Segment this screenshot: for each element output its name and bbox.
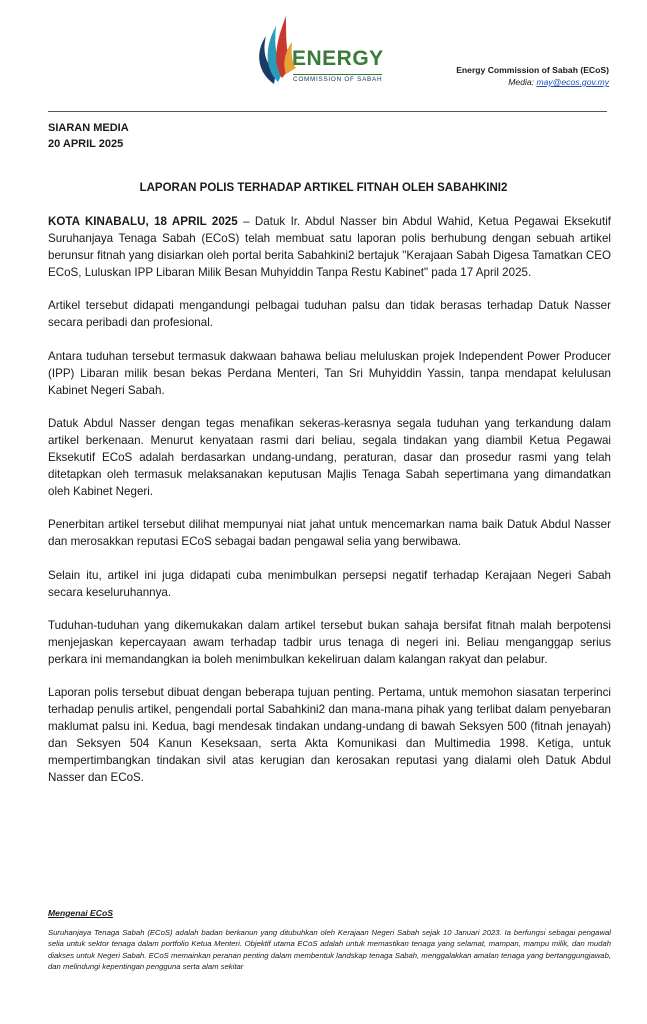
header-divider	[48, 111, 607, 112]
paragraph-3: Antara tuduhan tersebut termasuk dakwaan bahawa beliau meluluskan projek Independent Power Producer (IPP) Libaran milik besan bekas Perdana Menteri, Tan Sri Muhyiddin Yassin, tanpa mendapat kelulusan Kabinet Negeri Sabah.	[48, 349, 611, 397]
about-title: Mengenai ECoS	[48, 908, 113, 918]
paragraph-7: Tuduhan-tuduhan yang dikemukakan dalam artikel tersebut bukan sahaja bersifat fitnah malah berpotensi menjejaskan kepercayaan awam terhadap tadbir urus tenaga di negeri ini. Beliau menganggap serius perkara ini memandangkan ia boleh menimbulkan kekeliruan dalam kalangan rakyat dan pelabur.	[48, 618, 611, 666]
media-label: Media:	[508, 77, 535, 87]
paragraph-2: Artikel tersebut didapati mengandungi pelbagai tuduhan palsu dan tidak berasas terhadap Datuk Nasser secara peribadi dan profesional.	[48, 299, 611, 330]
release-type: SIARAN MEDIA	[48, 122, 129, 134]
paragraph-4: Datuk Abdul Nasser dengan tegas menafikan sekeras-kerasnya segala tuduhan yang terkandung dalam artikel berkenaan. Menurut kenyataan rasmi dari beliau, segala tindakan yang diambil Ketua Pegawai Eksekutif ECoS adalah berdasarkan undang-undang, peraturan, dasar dan prosedur rasmi yang telah ditetapkan oleh termasuk melaksanakan keputusan Majlis Tenaga Sabah sepertimana yang dimandatkan oleh Kabinet Negeri.	[48, 416, 611, 499]
about-section	[48, 908, 611, 972]
paragraph-5: Penerbitan artikel tersebut dilihat mempunyai niat jahat untuk mencemarkan nama baik Datuk Abdul Nasser dan merosakkan reputasi ECoS sebagai badan pengawal selia yang berwibawa.	[48, 518, 611, 549]
dateline: KOTA KINABALU, 18 APRIL 2025	[48, 215, 238, 228]
organization-contact	[456, 64, 609, 88]
paragraph-1-text: – Datuk Ir. Abdul Nasser bin Abdul Wahid, Ketua Pegawai Eksekutif Suruhanjaya Tenaga Sabah (ECoS) telah membuat satu laporan polis berhubung dengan sebuah artikel berunsur fitnah yang disiarkan oleh portal berita Sabahkini2 bertajuk "Kerajaan Sabah Digesa Tamatkan CEO ECoS, Luluskan IPP Libaran Milik Besan Muhyiddin Tanpa Restu Kabinet" pada 17 April 2025.	[48, 215, 611, 280]
about-text: Suruhanjaya Tenaga Sabah (ECoS) adalah badan berkanun yang ditubuhkan oleh Kerajaan Negeri Sabah sejak 10 Januari 2023. Ia berfungsi sebagai pengawal selia untuk sektor tenaga dalam portfolio Ketua Menteri. Objektif utama ECoS adalah untuk memastikan tenaga yang selamat, mampan, mampu milik, dan mudah diakses untuk Negeri Sabah. ECoS memainkan peranan penting dalam membentuk landskap tenaga Sabah, menggalakkan amalan tenaga yang bertanggungjawab, dan melindungi kepentingan pengguna serta alam sekitar	[48, 928, 611, 971]
paragraph-8: Laporan polis tersebut dibuat dengan beberapa tujuan penting. Pertama, untuk memohon siasatan terperinci terhadap penulis artikel, pengendali portal Sabahkini2 dan mana-mana pihak yang terlibat dalam penyebaran maklumat palsu ini. Kedua, bagi mendesak tindakan undang-undang di bawah Seksyen 500 (fitnah jenayah) dan Seksyen 504 Kanun Keseksaan, serta Akta Komunikasi dan Multimedia 1998. Ketiga, untuk mempertimbangkan tindakan sivil atas kerugian dan kerosakan reputasi yang dialami oleh Datuk Abdul Nasser dan ECoS.	[48, 685, 611, 785]
logo-word: ENERGY	[292, 47, 384, 70]
release-date: 20 APRIL 2025	[48, 138, 124, 150]
document-body	[48, 213, 611, 803]
release-header	[48, 120, 129, 152]
logo-subtitle: COMMISSION OF SABAH	[293, 76, 383, 83]
media-contact	[456, 76, 609, 88]
energy-commission-logo	[252, 12, 402, 87]
paragraph-6: Selain itu, artikel ini juga didapati cuba menimbulkan persepsi negatif terhadap Kerajaan Negeri Sabah secara keseluruhannya.	[48, 568, 611, 599]
organization-name: Energy Commission of Sabah (ECoS)	[456, 65, 609, 75]
paragraph-1	[48, 213, 611, 281]
media-email-link[interactable]: may@ecos.gov.my	[536, 77, 609, 87]
document-title: LAPORAN POLIS TERHADAP ARTIKEL FITNAH OLEH SABAHKINI2	[139, 182, 508, 194]
